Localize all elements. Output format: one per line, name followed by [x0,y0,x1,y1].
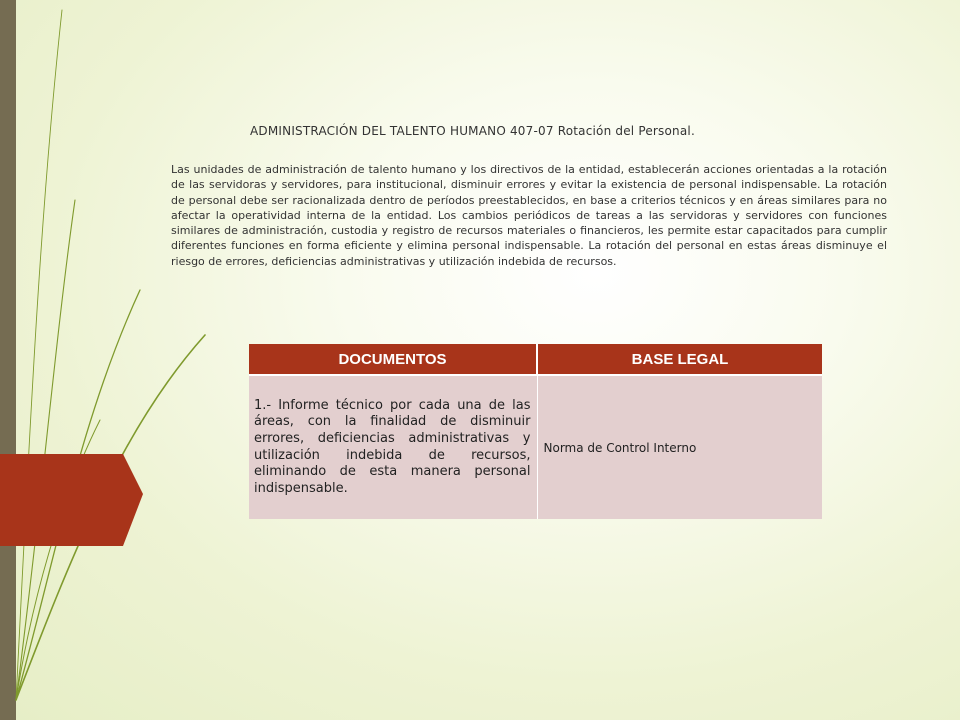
cell-base-legal-text: Norma de Control Interno [543,440,697,455]
red-arrow-tab [0,454,143,546]
header-base-legal: BASE LEGAL [537,344,822,375]
cell-base-legal [537,375,822,519]
documents-table [249,344,822,519]
swoosh-line [16,10,62,700]
page-title: ADMINISTRACIÓN DEL TALENTO HUMANO 407-07 Rotación del Personal. [250,124,695,138]
cell-documento-text: 1.- Informe técnico por cada una de las áreas, con la finalidad de disminuir errores, deficiencias administrativas y utilización indebida de recursos, eliminando de esta manera personal indispensable. [254,397,531,496]
table-header-row [249,344,822,375]
table-row [249,375,822,519]
header-documentos: DOCUMENTOS [249,344,537,375]
body-paragraph: Las unidades de administración de talento humano y los directivos de la entidad, establecerán acciones orientadas a la rotación de las servidoras y servidores, para institucional, disminuir errores y evitar la existencia de personal indispensable. La rotación de personal debe ser racionalizada dentro de períodos preestablecidos, en base a criterios técnicos y en áreas similares para no afectar la operatividad interna de la entidad. Los cambios periódicos de tareas a las servidoras y servidores con funciones similares de administración, custodia y registro de recursos materiales o financieros, les permite estar capacitados para cumplir diferentes funciones en forma eficiente y elimina personal indispensable. La rotación del personal en estas áreas disminuye el riesgo de errores, deficiencias administrativas y utilización indebida de recursos. [171,163,887,268]
cell-documento [249,375,537,519]
